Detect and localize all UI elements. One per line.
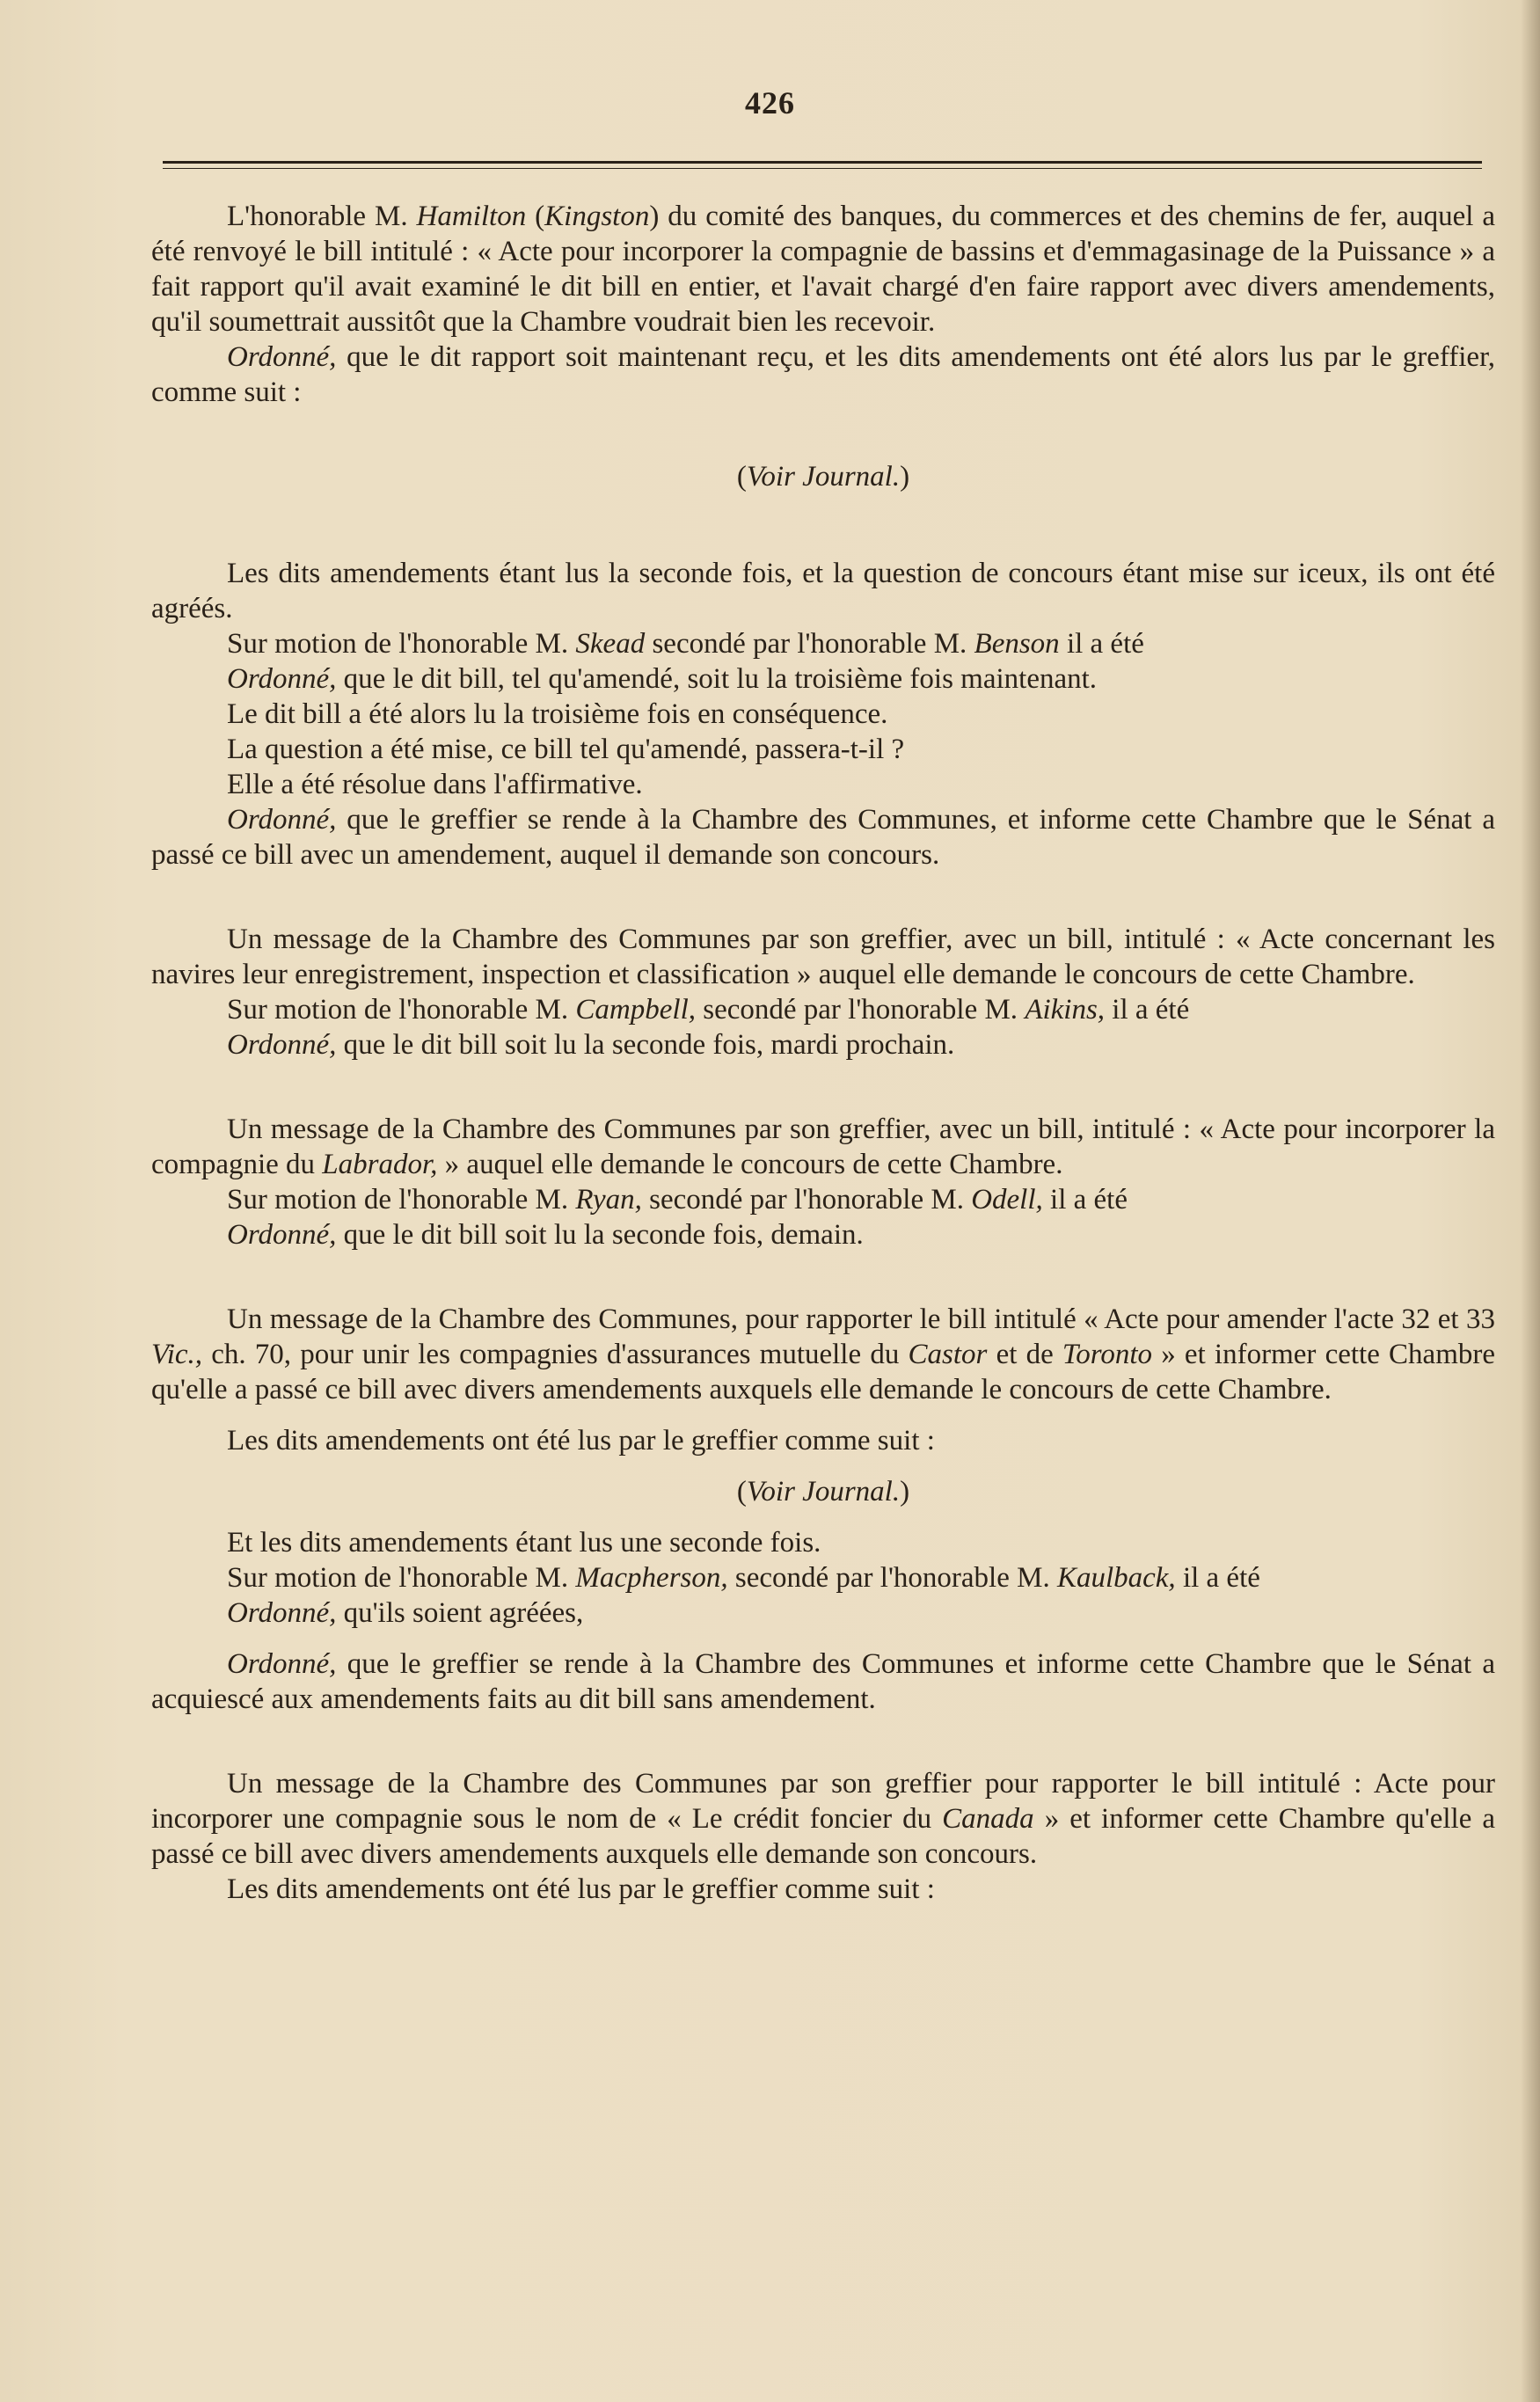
paragraph: Ordonné, qu'ils soient agréées,: [227, 1597, 584, 1629]
paragraph: Ordonné, que le dit rapport soit maintenant reçu, et les dits amendements ont été alors lus par le greffier, comme suit :: [151, 341, 1495, 408]
page-number: 426: [745, 85, 795, 120]
person-name: Benson: [974, 628, 1060, 660]
paragraph: Le dit bill a été alors lu la troisième fois en conséquence.: [227, 698, 888, 730]
place-name: Castor: [908, 1339, 988, 1370]
paragraph: Sur motion de l'honorable M. Skead secondé par l'honorable M. Benson il a été: [227, 628, 1144, 660]
paragraph: Ordonné, que le greffier se rende à la Chambre des Communes, et informe cette Chambre que le Sénat a passé ce bill avec un amendement, auquel il demande son concours.: [151, 804, 1495, 871]
ordonne-label: Ordonné,: [227, 663, 337, 695]
paragraph: Et les dits amendements étant lus une seconde fois.: [227, 1527, 821, 1559]
paragraph: Un message de la Chambre des Communes par son greffier, avec un bill, intitulé : « Acte concernant les navires leur enregistrement, inspection et classification » auquel elle demande le concours de cette Chambre.: [151, 924, 1495, 990]
paragraph: Ordonné, que le dit bill soit lu la seconde fois, demain.: [227, 1219, 864, 1251]
ordonne-label: Ordonné,: [227, 1648, 337, 1680]
person-name: Odell,: [971, 1184, 1043, 1216]
section-castor-toronto-bill: [151, 1302, 1495, 1717]
paragraph: Un message de la Chambre des Communes, pour rapporter le bill intitulé « Acte pour amender l'acte 32 et 33 Vic., ch. 70, pour unir les compagnies d'assurances mutuelle du Castor et de Toronto » et informer cette Chambre qu'elle a passé ce bill avec divers amendements auxquels elle demande le concours de cette Chambre.: [151, 1303, 1495, 1405]
place-name: Labrador,: [322, 1149, 438, 1180]
ordonne-label: Ordonné,: [227, 1029, 337, 1061]
voir-journal-note: (Voir Journal.): [736, 1476, 910, 1508]
paragraph: Sur motion de l'honorable M. Macpherson, secondé par l'honorable M. Kaulback, il a été: [227, 1562, 1260, 1594]
paragraph: Elle a été résolue dans l'affirmative.: [227, 769, 643, 800]
paragraph: Ordonné, que le dit bill, tel qu'amendé, soit lu la troisième fois maintenant.: [227, 663, 1098, 695]
section-navires-bill: [151, 922, 1495, 1062]
ordonne-label: Ordonné,: [227, 1597, 337, 1629]
paragraph: Ordonné, que le dit bill soit lu la seconde fois, mardi prochain.: [227, 1029, 955, 1061]
paragraph: Un message de la Chambre des Communes par son greffier, avec un bill, intitulé : « Acte pour incorporer la compagnie du Labrador, » auquel elle demande le concours de cette Chambre.: [151, 1113, 1495, 1180]
paragraph: Un message de la Chambre des Communes par son greffier pour rapporter le bill intitulé : Acte pour incorporer une compagnie sous le nom de « Le crédit foncier du Canada » et informer cette Chambre qu'elle a passé ce bill avec divers amendements auxquels elle demande son concours.: [151, 1768, 1495, 1870]
ordonne-label: Ordonné,: [227, 341, 337, 373]
person-name: Campbell,: [575, 994, 696, 1026]
section-labrador-bill: [151, 1112, 1495, 1252]
paragraph: Les dits amendements ont été lus par le greffier comme suit :: [227, 1873, 935, 1905]
journal-text-body: [151, 199, 1495, 1907]
section-credit-foncier-bill: [151, 1766, 1495, 1907]
person-name: Kaulback,: [1056, 1562, 1176, 1594]
paragraph: Sur motion de l'honorable M. Campbell, secondé par l'honorable M. Aikins, il a été: [227, 994, 1190, 1026]
place-name: Canada: [942, 1803, 1034, 1835]
place-name: Toronto: [1062, 1339, 1153, 1370]
person-name: Skead: [575, 628, 646, 660]
paragraph: Les dits amendements étant lus la seconde fois, et la question de concours étant mise sur iceux, ils ont été agréés.: [151, 558, 1495, 624]
paragraph: Sur motion de l'honorable M. Ryan, secondé par l'honorable M. Odell, il a été: [227, 1184, 1128, 1216]
paragraph: L'honorable M. Hamilton (Kingston) du comité des banques, du commerces et des chemins de fer, auquel a été renvoyé le bill intitulé : « Acte pour incorporer la compagnie de bassins et d'emmagasinage de la Puissance » a fait rapport qu'il avait examiné le dit bill en entier, et l'avait chargé d'en faire rapport avec divers amendements, qu'il soumettrait aussitôt que la Chambre voudrait bien les recevoir.: [151, 201, 1496, 338]
page-edge-shadow: [1521, 0, 1540, 2402]
ordonne-label: Ordonné,: [227, 1219, 337, 1251]
paragraph: Ordonné, que le greffier se rende à la Chambre des Communes et informe cette Chambre que le Sénat a acquiescé aux amendements faits au dit bill sans amendement.: [151, 1648, 1495, 1715]
paragraph: Les dits amendements ont été lus par le greffier comme suit :: [227, 1425, 935, 1457]
section-amendments-agreed: [151, 556, 1495, 872]
ordonne-label: Ordonné,: [227, 804, 337, 836]
person-name: Macpherson,: [575, 1562, 728, 1594]
section-hamilton-report: [151, 199, 1495, 494]
person-name: Hamilton: [416, 201, 527, 232]
person-name: Aikins,: [1025, 994, 1106, 1026]
paragraph: La question a été mise, ce bill tel qu'amendé, passera-t-il ?: [227, 734, 905, 765]
voir-journal-note: (Voir Journal.): [736, 461, 910, 493]
header-double-rule: [163, 161, 1482, 172]
place-name: Kingston: [544, 201, 650, 232]
person-name: Ryan,: [575, 1184, 642, 1216]
